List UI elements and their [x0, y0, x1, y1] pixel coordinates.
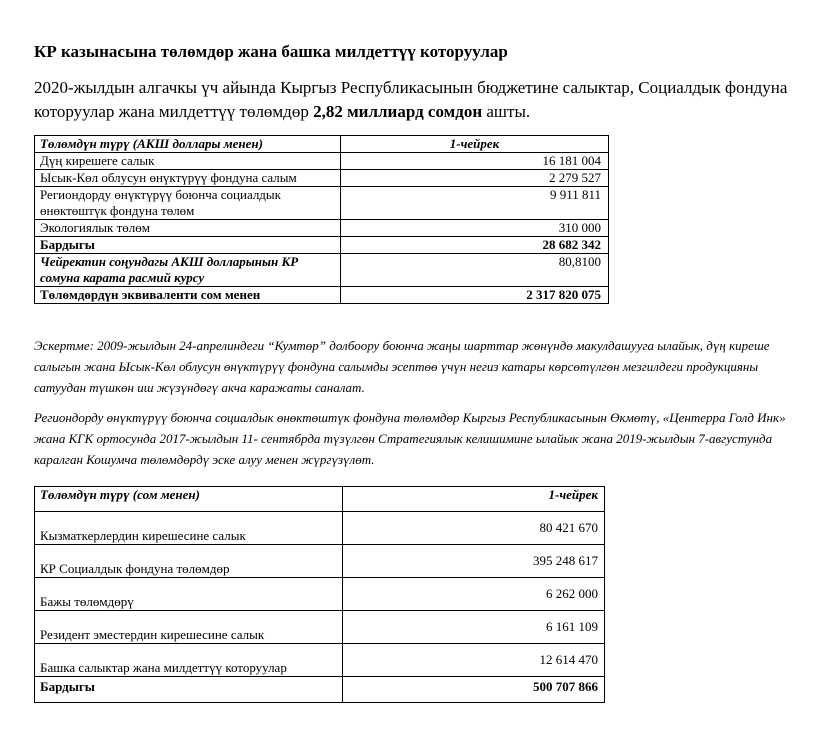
row-value: 6 161 109: [343, 611, 605, 644]
row-label: Дүң кирешеге салык: [35, 153, 341, 170]
column-header-quarter: 1-чейрек: [341, 136, 609, 153]
som-equivalent-label: Төлөмдөрдүн эквиваленти сом менен: [35, 287, 341, 304]
intro-paragraph: [34, 76, 794, 124]
row-label: КР Социалдык фондуна төлөмдөр: [35, 545, 343, 578]
total-label: Бардыгы: [35, 677, 343, 703]
row-value: 6 262 000: [343, 578, 605, 611]
total-label: Бардыгы: [35, 237, 341, 254]
intro-text-start: 2020-жылдын алгачкы үч айында Кыргыз Республикасынын бюджетине салыктар, Социалдык фондуна которуулар жана милдеттүү төлөмдөр: [34, 78, 788, 121]
som-payments-table: [34, 486, 605, 703]
table-header-row: [35, 487, 605, 512]
table-row: [35, 187, 609, 220]
exchange-rate-label: Чейректин соңундагы АКШ долларынын КР сомуна карата расмий курсу: [35, 254, 341, 287]
usd-payments-table: [34, 135, 609, 304]
page-title: КР казынасына төлөмдөр жана башка милдеттүү которуулар: [34, 42, 508, 61]
row-value: 9 911 811: [341, 187, 609, 220]
table-row: [35, 153, 609, 170]
total-value: 28 682 342: [341, 237, 609, 254]
row-value: 12 614 470: [343, 644, 605, 677]
row-label: Башка салыктар жана милдеттүү которуулар: [35, 644, 343, 677]
row-value: 395 248 617: [343, 545, 605, 578]
table-row: [35, 578, 605, 611]
footnote-social-fund: Региондорду өнүктүрүү боюнча социалдык өнөктөштүк фондуна төлөмдөр Кыргыз Республикасынын Өкмөтү, «Центерра Голд Инк» жана КГК ортосунда 2017-жылдын 11- сентябрда түзүлгөн Стратегиялык келишимине ылайык жана 2019-жылдын 7-августунда каралган Кошумча төлөмдөрдү эске алуу менен жүргүзүлөт.: [34, 410, 786, 467]
row-label: Экологиялык төлөм: [35, 220, 341, 237]
table-row: [35, 644, 605, 677]
row-label: Бажы төлөмдөрү: [35, 578, 343, 611]
footnote-kumtor: Эскертме: 2009-жылдын 24-апрелиндеги “Кумтөр” долбоору боюнча жаңы шарттар жөнүндө макулдашууга ылайык, дүң киреше салыгын жана Ысык-Көл облусун өнүктүрүү фондуна салымды эсептөө үчүн негиз катары көрсөтүлгөн мезгилдеги продукцияны сатуудан түшкөн иш жүзүндөгү акча каражаты саналат.: [34, 338, 770, 395]
row-value: 2 279 527: [341, 170, 609, 187]
intro-total-amount: 2,82 миллиард сомдон: [313, 102, 483, 121]
column-header-type: Төлөмдүн түрү (сом менен): [35, 487, 343, 512]
intro-text-end: ашты.: [482, 102, 531, 121]
som-equivalent-row: [35, 287, 609, 304]
row-value: 310 000: [341, 220, 609, 237]
row-label: Региондорду өнүктүрүү боюнча социалдык өнөктөштүк фондуна төлөм: [35, 187, 341, 220]
column-header-type: Төлөмдүн түрү (АКШ доллары менен): [35, 136, 341, 153]
table-row: [35, 512, 605, 545]
table-header-row: [35, 136, 609, 153]
table-row: [35, 611, 605, 644]
table-row: [35, 170, 609, 187]
total-value: 500 707 866: [343, 677, 605, 703]
table-row: [35, 220, 609, 237]
row-label: Резидент эместердин кирешесине салык: [35, 611, 343, 644]
column-header-quarter: 1-чейрек: [343, 487, 605, 512]
row-label: Кызматкерлердин кирешесине салык: [35, 512, 343, 545]
row-value: 80 421 670: [343, 512, 605, 545]
row-value: 16 181 004: [341, 153, 609, 170]
exchange-rate-row: [35, 254, 609, 287]
total-row: [35, 677, 605, 703]
row-label: Ысык-Көл облусун өнүктүрүү фондуна салым: [35, 170, 341, 187]
exchange-rate-value: 80,8100: [341, 254, 609, 287]
som-equivalent-value: 2 317 820 075: [341, 287, 609, 304]
table-row: [35, 545, 605, 578]
total-row: [35, 237, 609, 254]
